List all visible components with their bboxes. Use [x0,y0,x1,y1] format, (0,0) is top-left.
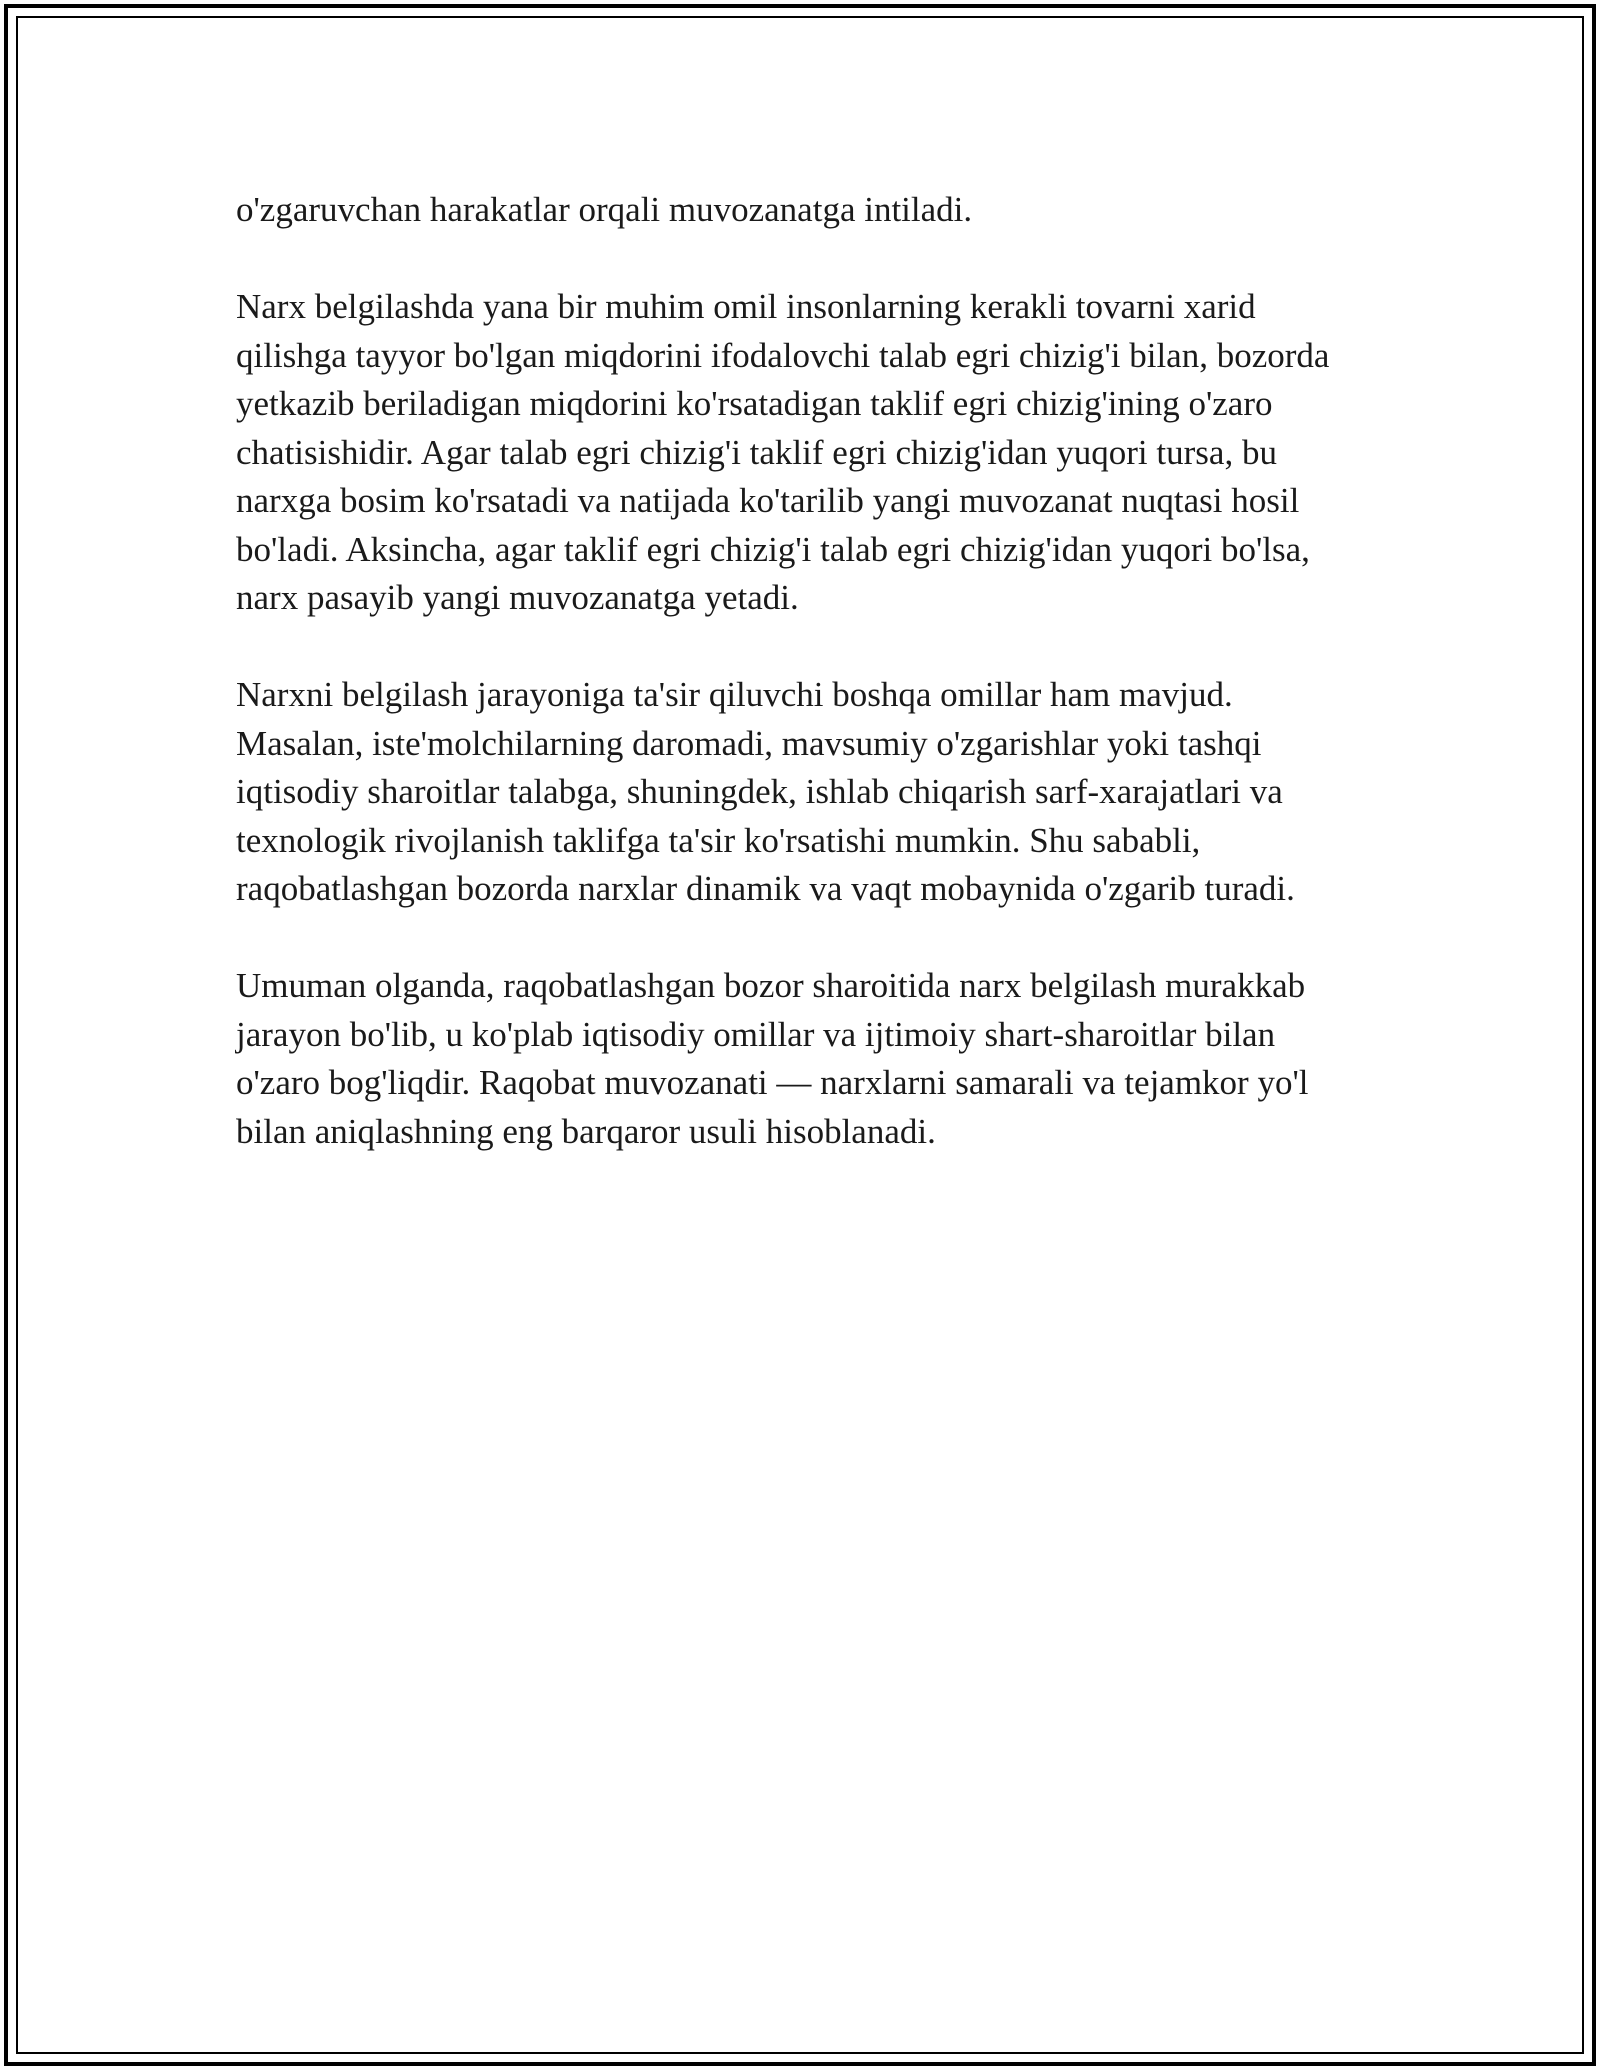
paragraph-supply-demand: Narx belgilashda yana bir muhim omil insonlarning kerakli tovarni xarid qilishga tayyor bo'lgan miqdorini ifodalovchi talab egri chizig'i bilan, bozorda yetkazib beriladigan miqdorini ko'rsatadigan taklif egri chizig'ining o'zaro chatisishidir. Agar talab egri chizig'i taklif egri chizig'idan yuqori tursa, bu narxga bosim ko'rsatadi va natijada ko'tarilib yangi muvozanat nuqtasi hosil bo'ladi. Aksincha, agar taklif egri chizig'i talab egri chizig'idan yuqori bo'lsa, narx pasayib yangi muvozanatga yetadi. [236,287,1330,617]
paragraph-conclusion: Umuman olganda, raqobatlashgan bozor sharoitida narx belgilash murakkab jarayon bo'lib, u ko'plab iqtisodiy omillar va ijtimoiy shart-sharoitlar bilan o'zaro bog'liqdir. Raqobat muvozanati — narxlarni samarali va tejamkor yo'l bilan aniqlashning eng barqaror usuli hisoblanadi. [236,966,1309,1151]
document-body [236,186,1364,1156]
paragraph-continuation: o'zgaruvchan harakatlar orqali muvozanatga intiladi. [236,190,973,229]
paragraph-other-factors: Narxni belgilash jarayoniga ta'sir qiluvchi boshqa omillar ham mavjud. Masalan, iste'molchilarning daromadi, mavsumiy o'zgarishlar yoki tashqi iqtisodiy sharoitlar talabga, shuningdek, ishlab chiqarish sarf-xarajatlari va texnologik rivojlanish taklifga ta'sir ko'rsatishi mumkin. Shu sababli, raqobatlashgan bozorda narxlar dinamik va vaqt mobaynida o'zgarib turadi. [236,675,1295,908]
